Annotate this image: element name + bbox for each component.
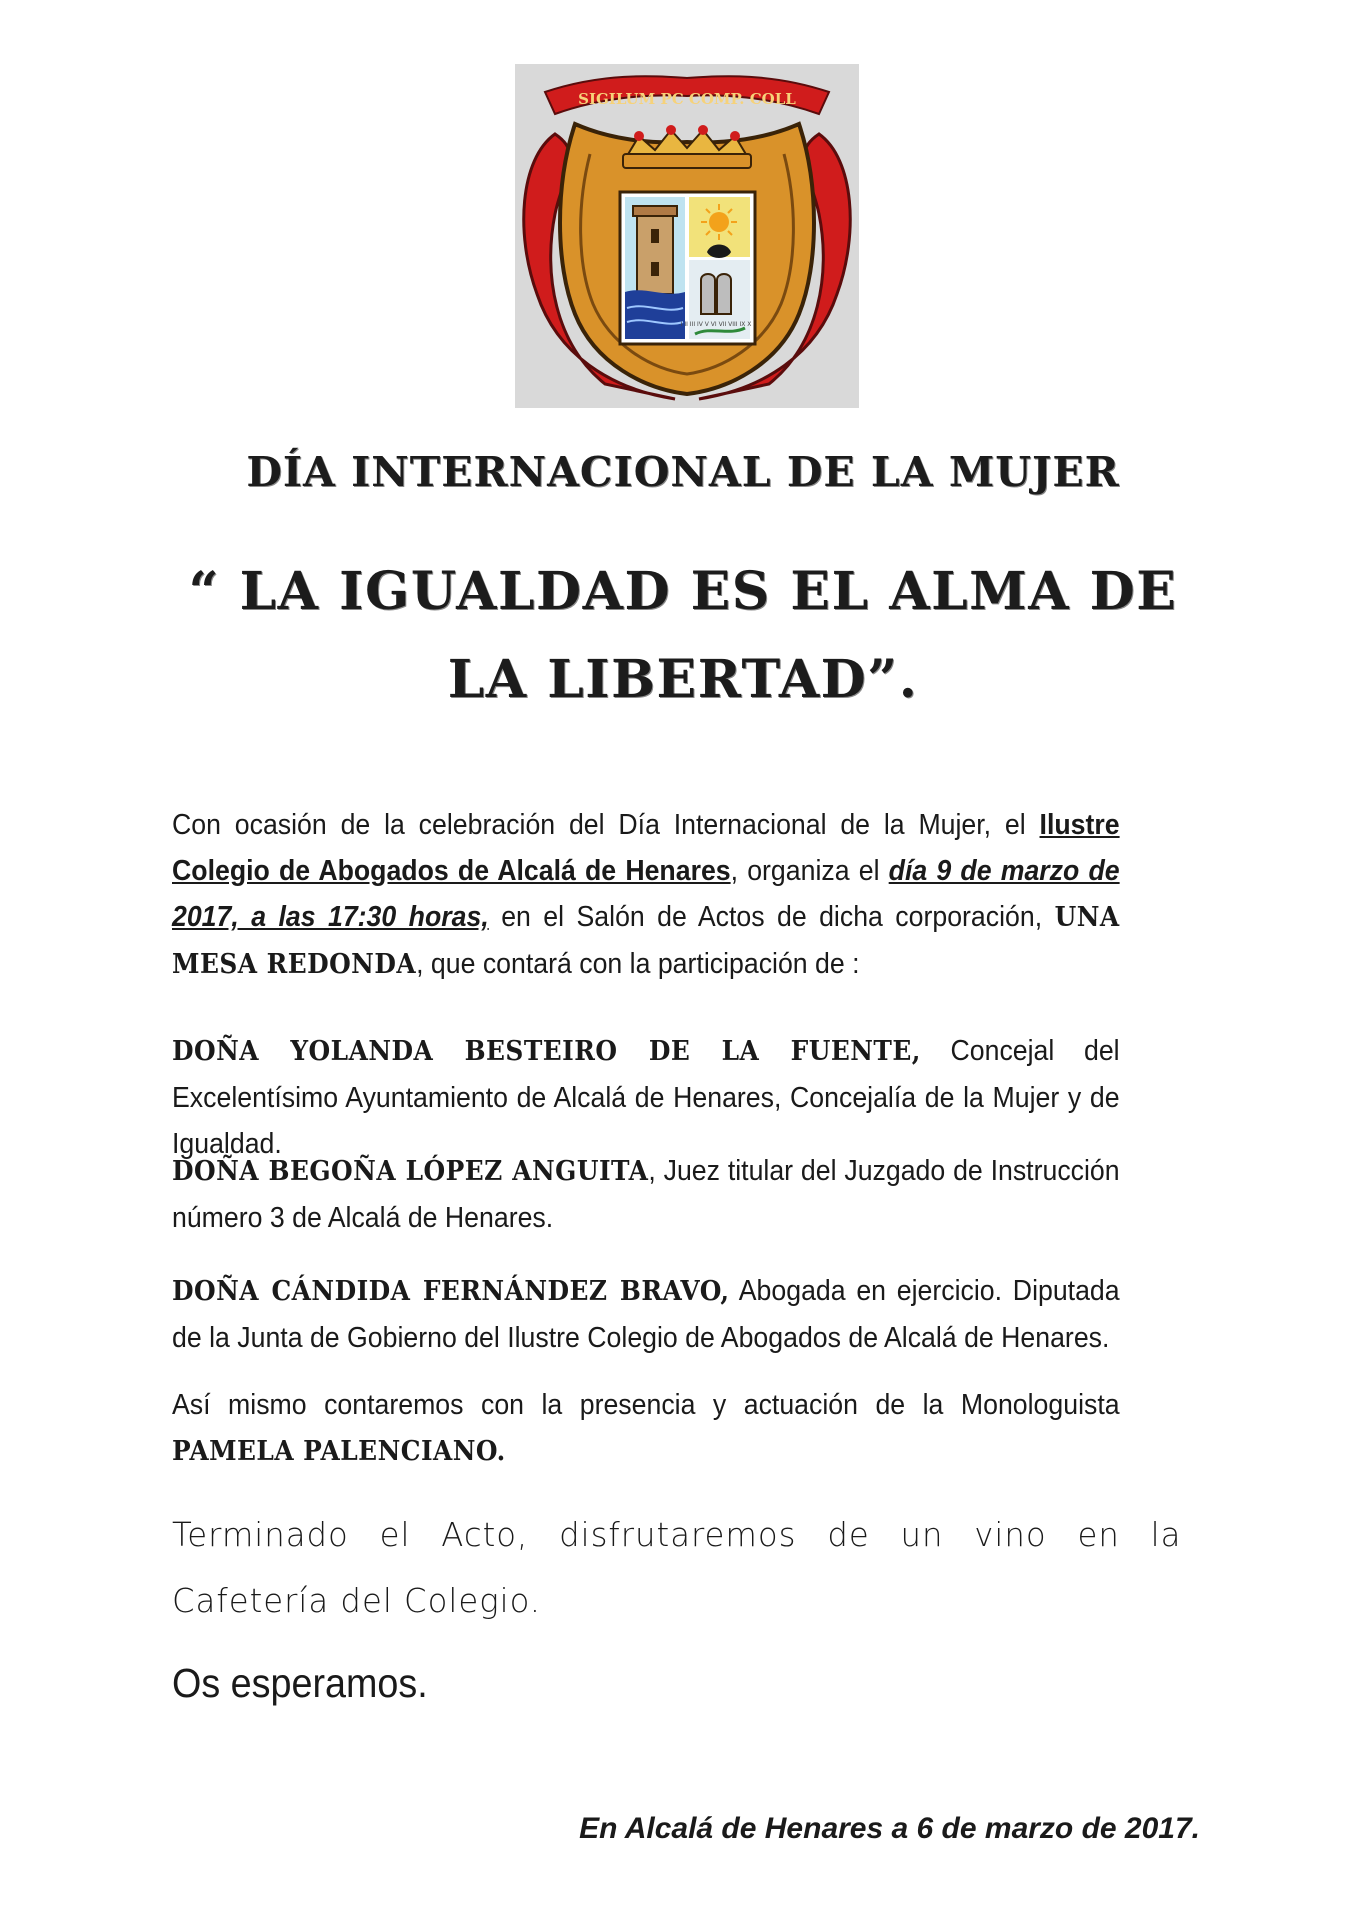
performer-paragraph: [172, 1382, 1120, 1475]
dateline: En Alcalá de Henares a 6 de marzo de 2017.: [579, 1812, 1200, 1845]
crest-image: [515, 64, 859, 408]
event-motto: “ LA IGUALDAD ES EL ALMA DE LA LIBERTAD”.: [188, 561, 1178, 710]
event-datetime: día 9 de marzo de 2017, a las 17:30 horas,: [172, 855, 1120, 933]
performer-name: PAMELA PALENCIANO.: [172, 1436, 506, 1467]
performer-text: Así mismo contaremos con la presencia y actuación de la Monologuista: [172, 1389, 1120, 1421]
college-crest-logo: [515, 64, 859, 408]
after-event-note: Terminado el Acto, disfrutaremos de un vino en la Cafetería del Colegio.: [172, 1515, 1182, 1620]
intro-text-3: en el Salón de Actos de dicha corporación,: [488, 901, 1055, 933]
participant-3-desc: Abogada en ejercicio. Diputada de la Junta de Gobierno del Ilustre Colegio de Abogados de Alcalá de Henares.: [172, 1275, 1120, 1354]
participant-2-name: DOÑA BEGOÑA LÓPEZ ANGUITA: [172, 1156, 649, 1187]
participant-1: [172, 1028, 1120, 1167]
event-title: DÍA INTERNACIONAL DE LA MUJER: [246, 448, 1120, 496]
participant-1-name: DOÑA YOLANDA BESTEIRO DE LA FUENTE,: [172, 1036, 921, 1067]
tablet-numerals: I II III IV V VI VII VIII IX X: [680, 321, 752, 328]
ribbon-text: SIGILUM PC COMP. COLL: [578, 90, 796, 108]
intro-text-1: Con ocasión de la celebración del Día Internacional de la Mujer, el: [172, 809, 1040, 841]
intro-text-4: , que contará con la participación de :: [416, 948, 860, 980]
participant-1-desc: Concejal del Excelentísimo Ayuntamiento de Alcalá de Henares, Concejalía de la Mujer y de Igualdad.: [172, 1035, 1120, 1160]
intro-text-2: , organiza el: [730, 855, 889, 887]
participant-2: [172, 1148, 1120, 1241]
event-type: UNA MESA REDONDA: [172, 902, 1120, 980]
participant-2-desc: , Juez titular del Juzgado de Instrucción número 3 de Alcalá de Henares.: [172, 1155, 1120, 1234]
closing-line: Os esperamos.: [172, 1660, 428, 1706]
participant-3: [172, 1268, 1120, 1361]
organizer-name: Ilustre Colegio de Abogados de Alcalá de Henares: [172, 809, 1120, 887]
participant-3-name: DOÑA CÁNDIDA FERNÁNDEZ BRAVO,: [172, 1276, 730, 1307]
intro-paragraph: [172, 802, 1120, 988]
